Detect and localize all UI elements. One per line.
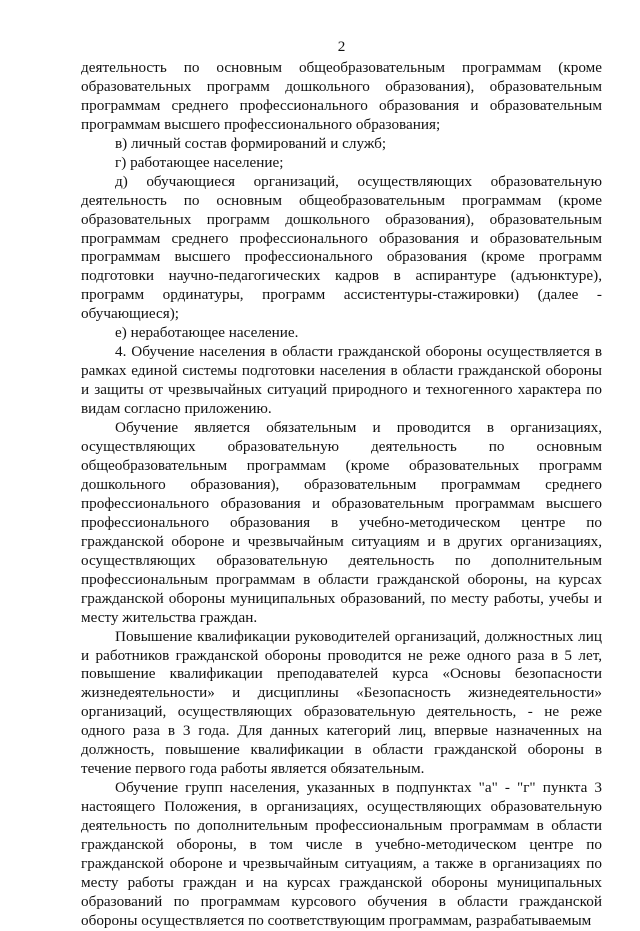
paragraph: 4. Обучение населения в области гражданской обороны осуществляется в рамках единой системы подготовки населения в области гражданской обороны и защиты от чрезвычайных ситуаций природного и техногенного характера по видам согласно приложению. <box>81 343 602 418</box>
paragraph: деятельность по основным общеобразовательным программам (кроме образовательных программ дошкольного образования), образовательным программам среднего профессионального образования и образовательным программам высшего профессионального образования; <box>81 58 602 133</box>
document-body <box>81 59 602 931</box>
paragraph: г) работающее население; <box>115 153 284 171</box>
paragraph: в) личный состав формирований и служб; <box>115 134 387 152</box>
document-page <box>81 38 602 931</box>
paragraph: Повышение квалификации руководителей организаций, должностных лиц и работников гражданской обороны проводится не реже одного раза в 5 лет, повышение квалификации преподавателей курса «Основы безопасности жизнедеятельности» и дисциплины «Безопасность жизнедеятельности» организаций, осуществляющих образовательную деятельность, - не реже одного раза в 3 года. Для данных категорий лиц, впервые назначенных на должность, повышение квалификации в области гражданской обороны в течение первого года работы является обязательным. <box>81 627 602 778</box>
paragraph: Обучение групп населения, указанных в подпунктах "а" - "г" пункта 3 настоящего Положения, в организациях, осуществляющих образовательную деятельность по дополнительным профессиональным программам в области гражданской обороны, в том числе в учебно-методическом центре по гражданской обороне и чрезвычайным ситуациям, а также в организациях по месту работы граждан и на курсах гражданской обороны муниципальных образований по программам курсового обучения в области гражданской обороны осуществляется по соответствующим программам, разрабатываемым <box>81 779 602 929</box>
page-number: 2 <box>337 38 346 55</box>
paragraph: е) неработающее население. <box>115 324 299 342</box>
paragraph: д) обучающиеся организаций, осуществляющих образовательную деятельность по основным общеобразовательным программам (кроме образовательных программ дошкольного образования), образовательным программам среднего профессионального образования и образовательным программам высшего профессионального образования (кроме программ подготовки научно-педагогических кадров в аспирантуре (адъюнктуре), программ ординатуры, программ ассистентуры-стажировки) (далее - обучающиеся); <box>81 172 602 323</box>
paragraph: Обучение является обязательным и проводится в организациях, осуществляющих образовательную деятельность по основным общеобразовательным программам (кроме образовательных программ дошкольного образования), образовательным программам среднего профессионального образования и образовательным программам высшего профессионального образования в учебно-методическом центре по гражданской обороне и чрезвычайным ситуациям и в других организациях, осуществляющих образовательную деятельность по дополнительным профессиональным программам в области гражданской обороны, на курсах гражданской обороны муниципальных образований, по месту работы, учебы и месту жительства граждан. <box>81 419 602 626</box>
